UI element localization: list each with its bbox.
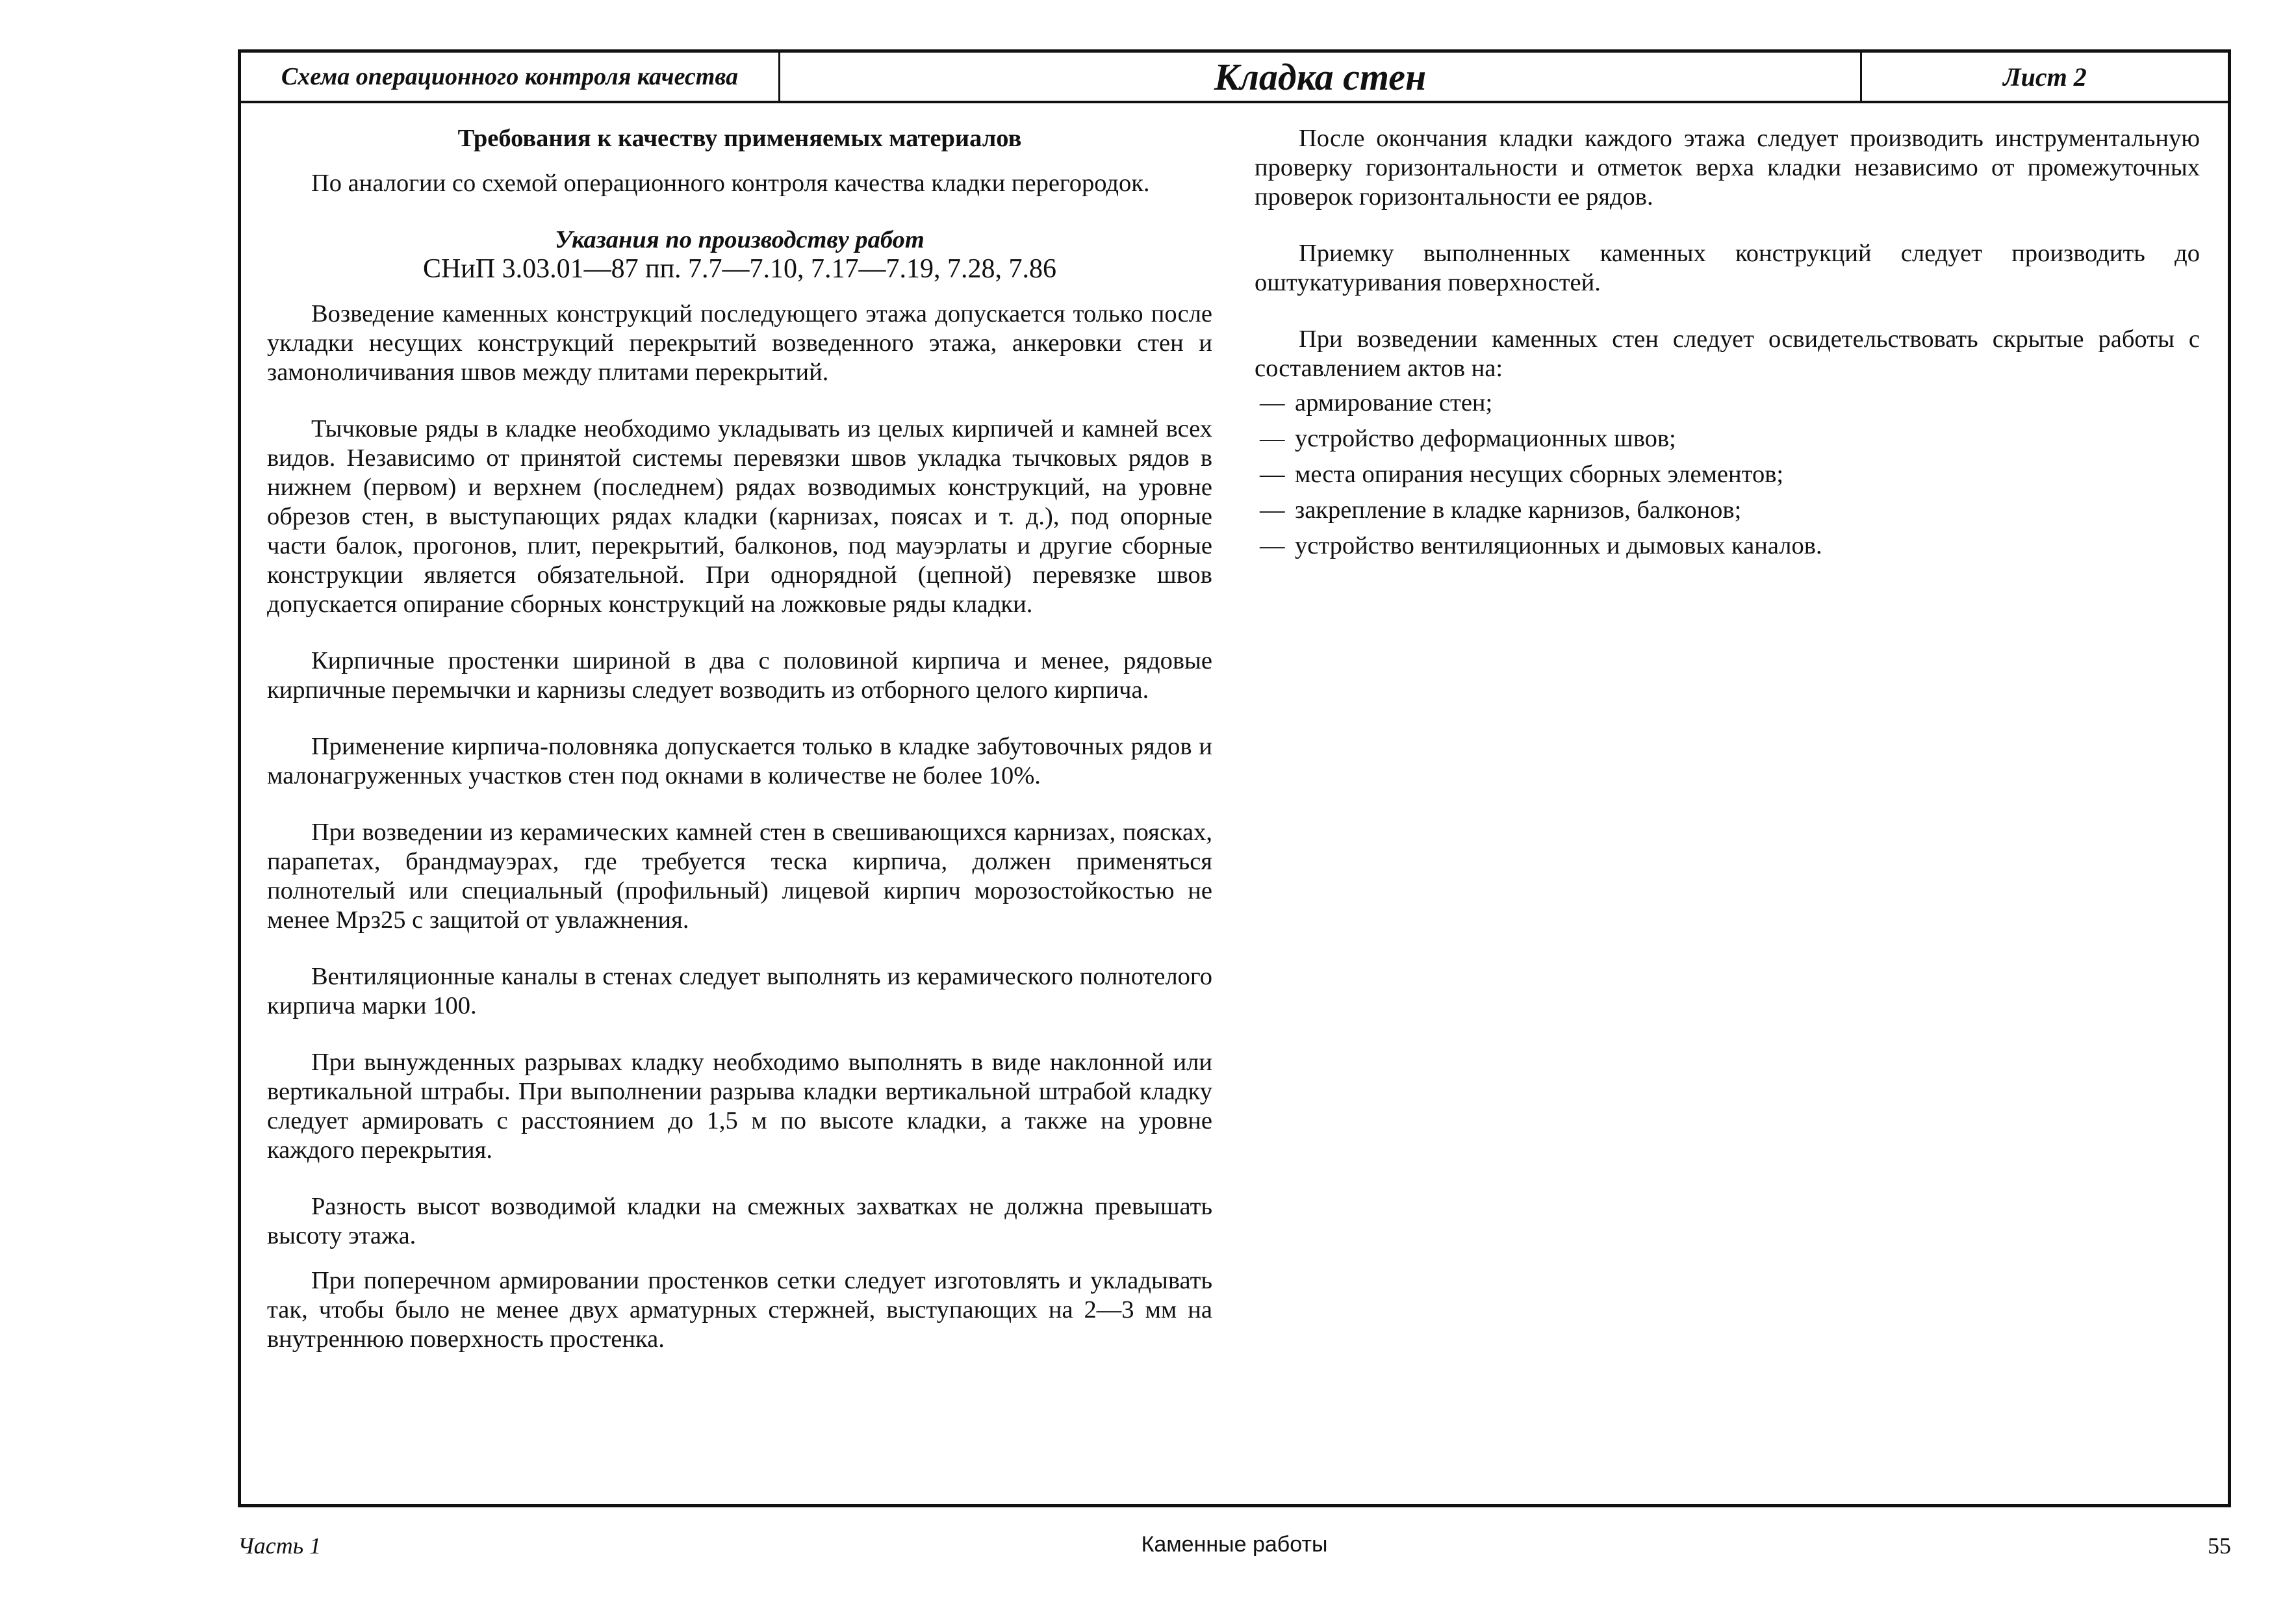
right-paragraph-3: При возведении каменных стен следует освидетельствовать скрытые работы с составлением актов на: bbox=[1255, 326, 2200, 382]
list-item-text: закрепление в кладке карнизов, балконов; bbox=[1295, 496, 1742, 524]
list-item-text: армирование стен; bbox=[1295, 389, 1493, 416]
footer-section-title: Каменные работы bbox=[1141, 1532, 1328, 1557]
right-paragraph-2: Приемку выполненных каменных конструкций следует производить до оштукатуривания поверхностей. bbox=[1255, 240, 2200, 296]
list-item bbox=[1255, 496, 2200, 525]
header-title: Кладка стен bbox=[780, 53, 1862, 101]
dash-marker: — bbox=[1260, 425, 1285, 452]
dash-marker: — bbox=[1260, 389, 1285, 416]
header-scheme-label: Схема операционного контроля качества bbox=[241, 53, 780, 101]
page-number: 55 bbox=[2208, 1533, 2231, 1559]
footer-part: Часть 1 bbox=[238, 1533, 322, 1559]
works-heading: Указания по производству работ bbox=[555, 226, 925, 253]
materials-paragraph: По аналогии со схемой операционного контроля качества кладки перегородок. bbox=[311, 170, 1150, 197]
paragraph-6: Вентиляционные каналы в стенах следует выполнять из керамического полнотелого кирпича марки 100. bbox=[267, 963, 1212, 1019]
dash-marker: — bbox=[1260, 461, 1285, 488]
works-reference: СНиП 3.03.01—87 пп. 7.7—7.10, 7.17—7.19, 7.28, 7.86 bbox=[422, 254, 1057, 284]
materials-heading: Требования к качеству применяемых материалов bbox=[457, 125, 1022, 152]
left-column bbox=[267, 124, 1212, 1354]
paragraph-8: Разность высот возводимой кладки на смежных захватках не должна превышать высоту этажа. bbox=[267, 1193, 1212, 1249]
list-item-text: устройство вентиляционных и дымовых каналов. bbox=[1295, 532, 1822, 559]
paragraph-3: Кирпичные простенки шириной в два с половиной кирпича и менее, рядовые кирпичные перемычки и карнизы следует возводить из отборного целого кирпича. bbox=[267, 647, 1212, 704]
page-footer bbox=[238, 1532, 2231, 1565]
list-item bbox=[1255, 424, 2200, 454]
list-item bbox=[1255, 460, 2200, 489]
paragraph-1: Возведение каменных конструкций последующего этажа допускается только после укладки несущих конструкций перекрытий возведенного этажа, анкеровки стен и замоноличивания швов между плитами перекрытий. bbox=[267, 300, 1212, 386]
right-column bbox=[1255, 124, 2200, 567]
dash-marker: — bbox=[1260, 496, 1285, 524]
list-item bbox=[1255, 389, 2200, 418]
paragraph-2: Тычковые ряды в кладке необходимо укладывать из целых кирпичей и камней всех видов. Независимо от принятой системы перевязки швов укладка тычковых рядов в нижнем (первом) и верхнем (последнем) рядах возводимых конструкций, на уровне обрезов стен, в выступающих рядах кладки (карнизах, поясах и т. д.), под опорные части балок, прогонов, плит, перекрытий, балконов, под мауэрлаты и другие сборные конструкции является обязательной. При однорядной (цепной) перевязке швов допускается опирание сборных конструкций на ложковые ряды кладки. bbox=[267, 415, 1212, 618]
paragraph-7: При вынужденных разрывах кладку необходимо выполнять в виде наклонной или вертикальной штрабы. При выполнении разрыва кладки вертикальной штрабой кладку следует армировать с расстоянием до 1,5 м по высоте кладки, а также на уровне каждого перекрытия. bbox=[267, 1049, 1212, 1164]
list-item-text: места опирания несущих сборных элементов; bbox=[1295, 461, 1784, 488]
hidden-works-list bbox=[1255, 389, 2200, 561]
right-paragraph-1: После окончания кладки каждого этажа следует производить инструментальную проверку горизонтальности и отметок верха кладки независимо от промежуточных проверок горизонтальности ее рядов. bbox=[1255, 125, 2200, 211]
page-frame bbox=[238, 49, 2231, 1507]
paragraph-4: Применение кирпича-половняка допускается только в кладке забутовочных рядов и малонагруженных участков стен под окнами в количестве не более 10%. bbox=[267, 733, 1212, 789]
paragraph-9: При поперечном армировании простенков сетки следует изготовлять и укладывать так, чтобы было не менее двух арматурных стержней, выступающих на 2—3 мм на внутреннюю поверхность простенка. bbox=[267, 1267, 1212, 1353]
header-table bbox=[241, 53, 2228, 103]
dash-marker: — bbox=[1260, 532, 1285, 559]
header-sheet-number: Лист 2 bbox=[2003, 62, 2087, 92]
paragraph-5: При возведении из керамических камней стен в свешивающихся карнизах, поясках, парапетах, брандмауэрах, где требуется теска кирпича, должен применяться полнотелый или специальный (профильный) лицевой кирпич морозостойкостью не менее Мрз25 с защитой от увлажнения. bbox=[267, 819, 1212, 934]
list-item bbox=[1255, 531, 2200, 561]
list-item-text: устройство деформационных швов; bbox=[1295, 425, 1676, 452]
